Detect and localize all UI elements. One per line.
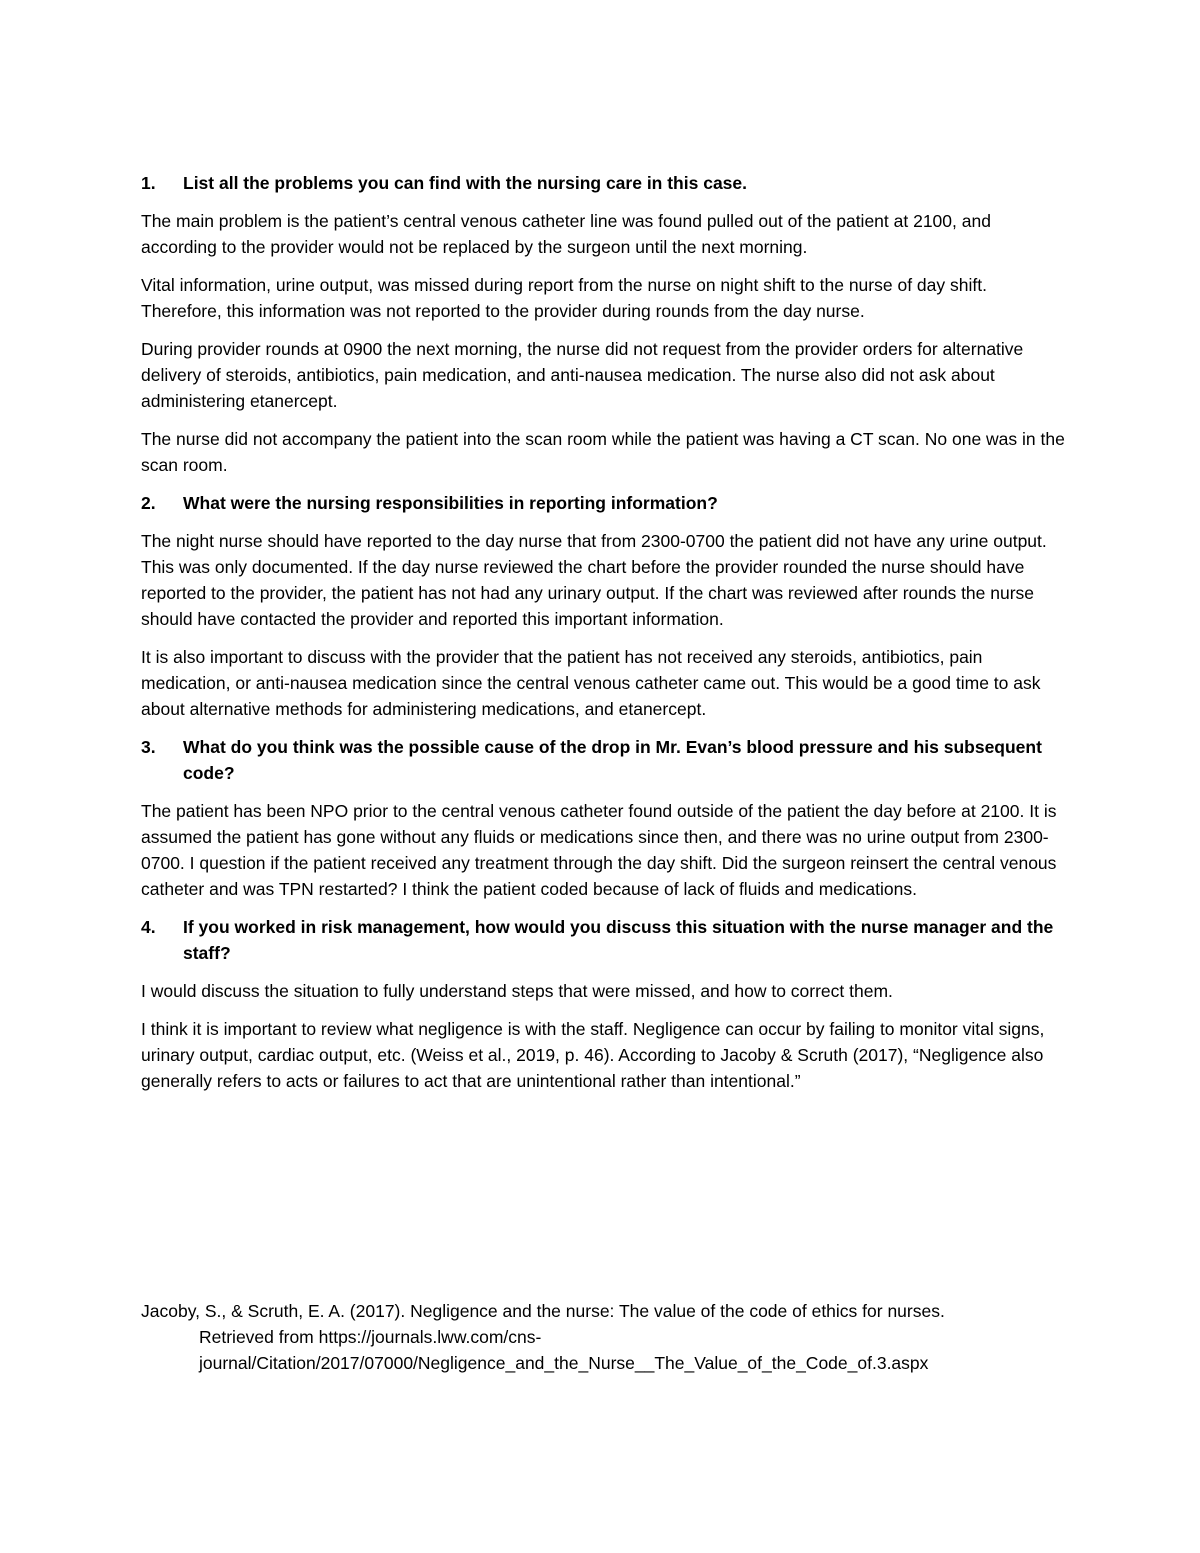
answer-1-paragraph-4: The nurse did not accompany the patient into the scan room while the patient was having a CT scan. No one was in the scan room. — [141, 429, 1065, 475]
reference-line-3: journal/Citation/2017/07000/Negligence_and_the_Nurse__The_Value_of_the_Code_of.3.aspx — [199, 1353, 929, 1373]
question-1-text: List all the problems you can find with the nursing care in this case. — [183, 173, 747, 193]
question-4-number: 4. — [141, 917, 156, 937]
question-2-number: 2. — [141, 493, 156, 513]
answer-1-paragraph-2: Vital information, urine output, was missed during report from the nurse on night shift to the nurse of day shift. Therefore, this information was not reported to the provider during rounds from the day nurse. — [141, 275, 987, 321]
answer-4-paragraph-2: I think it is important to review what negligence is with the staff. Negligence can occur by failing to monitor vital signs, urinary output, cardiac output, etc. (Weiss et al., 2019, p. 46). According to Jacoby & Scruth (2017), “Negligence also generally refers to acts or failures to act that are unintentional rather than intentional.” — [141, 1019, 1045, 1091]
question-2-text: What were the nursing responsibilities in reporting information? — [183, 493, 718, 513]
answer-1-paragraph-1: The main problem is the patient’s central venous catheter line was found pulled out of the patient at 2100, and according to the provider would not be replaced by the surgeon until the next morning. — [141, 211, 991, 257]
question-4-text: If you worked in risk management, how would you discuss this situation with the nurse manager and the staff? — [183, 917, 1054, 963]
question-4 — [141, 914, 1066, 966]
reference-entry — [141, 1298, 1066, 1376]
document-body — [141, 170, 1066, 1106]
answer-2-paragraph-1: The night nurse should have reported to the day nurse that from 2300-0700 the patient did not have any urine output. This was only documented. If the day nurse reviewed the chart before the provider rounded the nurse should have reported to the provider, the patient has not had any urinary output. If the chart was reviewed after rounds the nurse should have contacted the provider and reported this important information. — [141, 531, 1047, 629]
question-3-text: What do you think was the possible cause of the drop in Mr. Evan’s blood pressure and his subsequent code? — [183, 737, 1042, 783]
answer-3-paragraph-1: The patient has been NPO prior to the central venous catheter found outside of the patient the day before at 2100. It is assumed the patient has gone without any fluids or medications since then, and there was no urine output from 2300-0700. I question if the patient received any treatment through the day shift. Did the surgeon reinsert the central venous catheter and was TPN restarted? I think the patient coded because of lack of fluids and medications. — [141, 801, 1057, 899]
question-3 — [141, 734, 1066, 786]
reference-line-1: Jacoby, S., & Scruth, E. A. (2017). Negligence and the nurse: The value of the code of ethics for nurses. — [141, 1301, 945, 1321]
question-2 — [141, 490, 1066, 516]
question-1 — [141, 170, 1066, 196]
reference-line-2: Retrieved from https://journals.lww.com/cns- — [199, 1327, 542, 1347]
question-3-number: 3. — [141, 737, 156, 757]
references — [141, 1298, 1066, 1376]
question-1-number: 1. — [141, 173, 156, 193]
answer-1-paragraph-3: During provider rounds at 0900 the next morning, the nurse did not request from the provider orders for alternative delivery of steroids, antibiotics, pain medication, and anti-nausea medication. The nurse also did not ask about administering etanercept. — [141, 339, 1024, 411]
answer-4-paragraph-1: I would discuss the situation to fully understand steps that were missed, and how to correct them. — [141, 981, 893, 1001]
answer-2-paragraph-2: It is also important to discuss with the provider that the patient has not received any steroids, antibiotics, pain medication, or anti-nausea medication since the central venous catheter came out. This would be a good time to ask about alternative methods for administering medications, and etanercept. — [141, 647, 1041, 719]
